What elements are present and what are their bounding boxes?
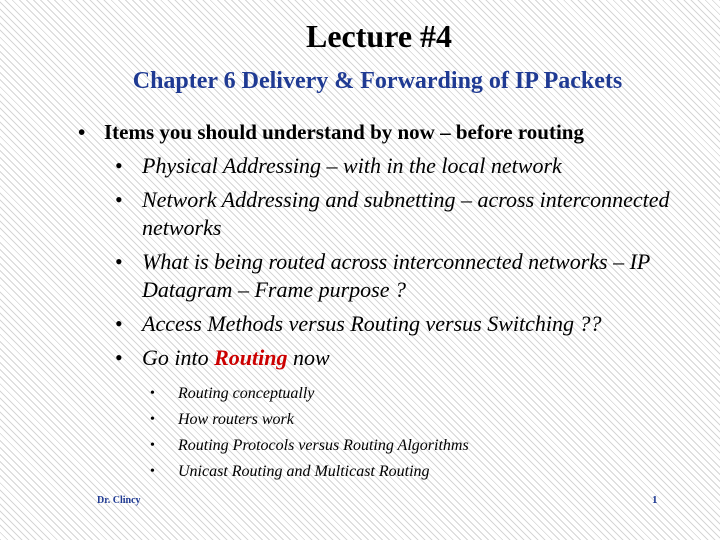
bullet-dot-icon: • (115, 311, 123, 336)
sub-bullet-prefix: Go into (142, 345, 215, 370)
sub-bullet-item (115, 248, 675, 304)
sub-sub-bullet-item (148, 407, 469, 433)
bullet-dot-icon: • (115, 345, 123, 370)
main-bullet-text: Items you should understand by now – before routing (104, 120, 584, 144)
sub-sub-bullet-list (148, 381, 469, 485)
sub-bullet-text: Access Methods versus Routing versus Switching ?? (142, 311, 602, 336)
sub-bullet-item (115, 186, 675, 242)
bullet-dot-icon: • (150, 412, 155, 427)
sub-sub-bullet-item (148, 381, 469, 407)
bullet-dot-icon: • (115, 187, 123, 212)
sub-bullet-item (115, 310, 675, 338)
main-bullet (78, 120, 584, 145)
sub-bullet-text: Network Addressing and subnetting – across interconnected networks (142, 187, 670, 240)
sub-sub-bullet-text: Unicast Routing and Multicast Routing (178, 463, 430, 480)
sub-bullet-suffix: now (287, 345, 330, 370)
bullet-dot-icon: • (115, 249, 123, 274)
routing-highlight: Routing (214, 345, 288, 370)
sub-bullet-item (115, 152, 675, 180)
sub-bullet-text: What is being routed across interconnected networks – IP Datagram – Frame purpose ? (142, 249, 650, 302)
bullet-dot-icon: • (150, 438, 155, 453)
bullet-dot-icon: • (150, 386, 155, 401)
footer-author: Dr. Clincy (97, 495, 141, 506)
slide-title: Lecture #4 (305, 18, 453, 54)
sub-sub-bullet-text: Routing Protocols versus Routing Algorithms (178, 437, 469, 454)
bullet-dot-icon: • (78, 120, 86, 144)
bullet-dot-icon: • (115, 153, 123, 178)
slide-subtitle: Chapter 6 Delivery & Forwarding of IP Packets (132, 68, 623, 94)
sub-bullet-text: Physical Addressing – with in the local network (142, 153, 562, 178)
bullet-dot-icon: • (150, 464, 155, 479)
sub-bullet-list (115, 152, 675, 378)
sub-sub-bullet-item (148, 433, 469, 459)
sub-sub-bullet-item (148, 459, 469, 485)
page-number: 1 (652, 494, 658, 506)
sub-sub-bullet-text: How routers work (178, 411, 294, 428)
sub-bullet-item (115, 344, 675, 372)
sub-sub-bullet-text: Routing conceptually (178, 385, 315, 402)
